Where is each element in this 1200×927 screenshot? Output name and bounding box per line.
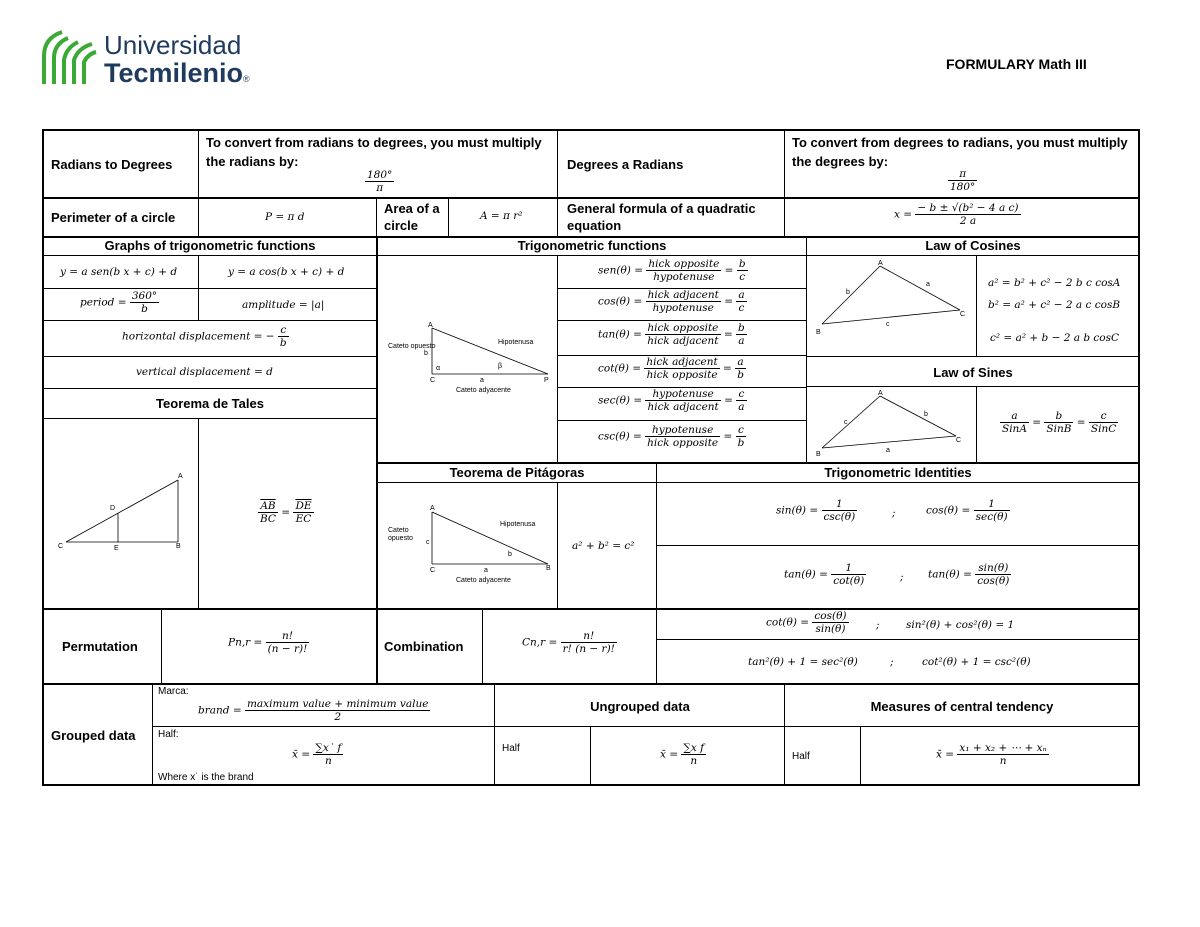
marca-label: Marca: [158, 686, 189, 697]
permutation-num: n! [266, 630, 310, 643]
sines-triangle-diagram [814, 388, 974, 458]
pitagoras-title: Teorema de Pitágoras [449, 465, 585, 480]
brand-lhs: brand = [198, 704, 242, 717]
combination-num: n! [561, 630, 617, 643]
identity-cos-num: 1 [974, 498, 1010, 511]
trig-row-lhs: tan(θ) = [598, 328, 642, 341]
deg-to-rad-text: To convert from degrees to radians, you must multiply the degrees by: [792, 135, 1128, 169]
brand-num: maximum value + minimum value [246, 698, 429, 710]
ungrouped-formula [660, 742, 706, 767]
identity-tan2-den: cos(θ) [977, 575, 1010, 587]
trig-row: cos(θ) = $\frac{\text{hick adjacent}}{\text{hypotenuse}}$ = $\frac{a}{c}$ [598, 289, 745, 314]
where-note: Where x˙ is the brand [158, 772, 254, 783]
svg-text:b: b [508, 551, 512, 558]
identity-sep-1: ; [892, 507, 896, 519]
sines-d3: SinC [1090, 423, 1117, 435]
ungrouped-num: ∑x f [683, 742, 705, 754]
quadratic-lhs: x = [894, 208, 913, 221]
identity-sin [776, 498, 857, 523]
svg-text:Cateto adyacente: Cateto adyacente [456, 577, 511, 584]
horizontal-den: b [279, 337, 287, 349]
svg-text:D: D [110, 505, 116, 512]
area-formula: A = π r² [480, 210, 523, 222]
trig-row-d2: a [738, 401, 745, 413]
half-label-2: Half [502, 743, 520, 754]
svg-text:a: a [484, 567, 488, 574]
ungrouped-label: Ungrouped data [590, 699, 690, 714]
trig-row: cot(θ) = $\frac{\text{hick adjacent}}{\text{hick opposite}}$ = $\frac{a}{b}$ [598, 356, 744, 381]
trig-row-n1: hick adjacent [646, 356, 718, 368]
trig-row-d1: hypotenuse [653, 271, 715, 283]
svg-text:A: A [878, 390, 883, 397]
trig-row-n2: c [736, 424, 747, 437]
trig-row-lhs: sen(θ) = [598, 264, 644, 277]
tales-d1: BC [260, 513, 276, 525]
svg-text:C: C [430, 567, 436, 574]
svg-text:α: α [436, 365, 441, 372]
identity-cos-den: sec(θ) [975, 511, 1008, 523]
cosines-f2: b² = a² + c² − 2 a c cosB [988, 299, 1121, 311]
identity-tan2-num: sin(θ) [975, 562, 1011, 575]
identity-pyth2: tan²(θ) + 1 = sec²(θ) [748, 656, 858, 668]
trig-title: Trigonometric functions [517, 238, 667, 253]
vertical-formula: vertical displacement = d [136, 366, 273, 378]
trig-row-n1: hick adjacent [647, 289, 719, 301]
identity-sep-4: ; [890, 656, 894, 668]
trig-row-lhs: cot(θ) = [598, 362, 642, 375]
cosines-title: Law of Cosines [925, 238, 1021, 253]
svg-text:C: C [960, 311, 966, 318]
trig-row-n1: hypotenuse [645, 424, 720, 437]
svg-text:β: β [498, 363, 503, 370]
rad-to-deg-label: Radians to Degrees [51, 157, 173, 172]
identity-cos-lhs: cos(θ) = [926, 504, 971, 517]
trig-row-n2: a [735, 356, 746, 369]
identity-tan [784, 562, 866, 587]
identity-sin-num: 1 [822, 498, 858, 511]
combination-den: r! (n − r)! [562, 643, 615, 655]
svg-text:B: B [816, 451, 821, 458]
half-label-1: Half: [158, 729, 179, 740]
identity-sep-2: ; [900, 571, 904, 583]
combination-lhs: Cn,r = [522, 636, 558, 649]
sines-title: Law of Sines [933, 365, 1013, 380]
ungrouped-lhs: x̄ = [660, 748, 679, 761]
brand-den: 2 [334, 711, 342, 723]
trig-row-n1: hick opposite [645, 322, 720, 335]
quadratic-label: General formula of a quadratic equation [567, 201, 756, 233]
identity-sin-den: csc(θ) [823, 511, 856, 523]
area-label: Area of a circle [384, 201, 440, 233]
svg-text:Cateto: Cateto [388, 527, 409, 534]
rad-to-deg-num: 180° [367, 169, 393, 181]
grouped-lhs: x̄ = [292, 748, 311, 761]
rad-to-deg-den: π [376, 182, 384, 194]
horizontal-num: c [278, 324, 289, 337]
identity-cot-den: sin(θ) [815, 623, 846, 635]
identity-sep-3: ; [876, 619, 880, 631]
quadratic-formula [894, 202, 1021, 227]
logo-trademark: ® [243, 74, 250, 84]
trig-row-d2: b [737, 369, 744, 381]
identity-tan-lhs: tan(θ) = [784, 568, 828, 581]
central-lhs: x̄ = [936, 748, 955, 761]
trig-row-n2: b [738, 322, 745, 334]
graphs-title: Graphs of trigonometric functions [104, 238, 316, 253]
sines-n1: a [1000, 410, 1029, 423]
logo-line2-text: Tecmilenio [104, 58, 244, 88]
svg-text:A: A [178, 473, 183, 480]
trig-row: tan(θ) = $\frac{\text{hick opposite}}{\text{hick adjacent}}$ = $\frac{b}{a}$ [598, 322, 745, 347]
pitagoras-formula: a² + b² = c² [572, 540, 635, 552]
period-lhs: period = [80, 296, 127, 309]
svg-text:B: B [546, 565, 551, 572]
combination-label: Combination [384, 639, 464, 654]
brand-formula [198, 698, 430, 723]
svg-text:a: a [480, 377, 484, 384]
svg-text:b: b [424, 350, 428, 357]
tales-n1: $\overline{AB}$ [258, 500, 278, 513]
svg-text:B: B [816, 329, 821, 336]
svg-text:C: C [430, 377, 436, 384]
trig-row-lhs: cos(θ) = [598, 295, 643, 308]
identity-pyth1: sin²(θ) + cos²(θ) = 1 [906, 619, 1015, 631]
horizontal-formula [122, 324, 289, 349]
svg-text:A: A [878, 260, 883, 267]
cosines-triangle-diagram [814, 258, 974, 338]
permutation-lhs: Pn,r = [228, 636, 263, 649]
identity-cot-num: cos(θ) [814, 610, 847, 622]
deg-to-rad-den: 180° [950, 181, 976, 193]
cosines-f3: c² = a² + b − 2 a b cosC [990, 332, 1119, 344]
identity-tan-den: cot(θ) [833, 575, 865, 587]
trig-row: sec(θ) = $\frac{\text{hypotenuse}}{\text{hick adjacent}}$ = $\frac{c}{a}$ [598, 388, 745, 413]
svg-text:opuesto: opuesto [388, 535, 413, 542]
central-num: x₁ + x₂ + ⋯ + xₙ [959, 742, 1047, 754]
sines-d1: SinA [1002, 423, 1027, 435]
svg-text:B: B [176, 543, 181, 550]
identity-tan2-lhs: tan(θ) = [928, 568, 972, 581]
trig-triangle-diagram [386, 320, 556, 396]
trig-row-d1: hick adjacent [647, 335, 719, 347]
period-den: b [141, 303, 148, 315]
trig-row-d2: b [737, 437, 745, 449]
svg-text:P: P [544, 377, 549, 384]
tales-formula: $\frac{\overline{AB}}{BC}$ = $\frac{\overline{DE}}{EC}$ [260, 500, 312, 525]
identities-title: Trigonometric Identities [824, 465, 972, 480]
trig-row-d1: hick opposite [647, 437, 719, 449]
identity-pyth3: cot²(θ) + 1 = csc²(θ) [922, 656, 1031, 668]
svg-text:c: c [844, 419, 848, 426]
rad-to-deg-fraction [365, 169, 394, 194]
sines-formula: $\frac{a}{\text{SinA}}$ = $\frac{b}{\text{SinB}}$ = $\frac{c}{\text{SinC}}$ [1002, 410, 1117, 435]
identity-cot [766, 610, 849, 635]
logo-line1: Universidad [104, 30, 242, 60]
central-den: n [999, 755, 1007, 767]
quadratic-den: 2 a [959, 215, 977, 227]
central-formula [936, 742, 1049, 767]
sines-n2: b [1044, 410, 1073, 423]
trig-row-n2: c [736, 388, 746, 401]
svg-text:A: A [430, 505, 435, 512]
period-num: 360° [131, 290, 158, 302]
tales-n2: $\overline{DE}$ [295, 500, 312, 512]
cosines-f1: a² = b² + c² − 2 b c cosA [988, 277, 1121, 289]
perimeter-formula: P = π d [265, 211, 305, 223]
svg-text:b: b [846, 289, 850, 296]
trig-row-d1: hick opposite [646, 369, 718, 381]
trig-row-d2: c [738, 302, 745, 314]
trig-row-d1: hick adjacent [647, 401, 719, 413]
trig-row-n2: a [738, 289, 745, 301]
trig-row-d2: c [739, 271, 746, 283]
deg-to-rad-fraction [948, 168, 977, 193]
trig-row-n1: hypotenuse [645, 388, 720, 401]
trig-row-n2: b [738, 258, 746, 270]
tales-triangle-diagram [56, 470, 190, 554]
trig-row-d2: a [738, 335, 745, 347]
svg-text:c: c [426, 539, 430, 546]
svg-text:Cateto adyacente: Cateto adyacente [456, 387, 511, 394]
sen-function: y = a sen(b x + c) + d [60, 266, 178, 278]
trig-row-n1: hick opposite [648, 258, 720, 270]
deg-to-rad-label: Degrees a Radians [567, 157, 684, 172]
period-formula [80, 290, 159, 315]
svg-text:c: c [886, 321, 890, 328]
permutation-den: (n − r)! [267, 643, 308, 655]
svg-text:Hipotenusa: Hipotenusa [498, 339, 534, 346]
grouped-formula [292, 742, 343, 767]
svg-text:E: E [114, 545, 119, 552]
svg-text:a: a [926, 281, 930, 288]
trig-row-d1: hypotenuse [652, 302, 714, 314]
amplitude-formula: amplitude = |a| [242, 299, 325, 311]
svg-text:Hipotenusa: Hipotenusa [500, 521, 536, 528]
permutation-formula [228, 630, 309, 655]
svg-text:b: b [924, 411, 928, 418]
grouped-den: n [324, 755, 332, 767]
tales-d2: EC [295, 513, 312, 525]
identity-tan-num: 1 [831, 562, 866, 575]
combination-formula [522, 630, 617, 655]
deg-to-rad-num: π [948, 168, 977, 181]
cos-function: y = a cos(b x + c) + d [228, 266, 345, 278]
half-label-3: Half [792, 751, 810, 762]
ungrouped-den: n [690, 755, 698, 767]
rad-to-deg-text: To convert from radians to degrees, you must multiply the radians by: [206, 135, 542, 169]
trig-row: csc(θ) = $\frac{\text{hypotenuse}}{\text{hick opposite}}$ = $\frac{c}{b}$ [598, 424, 745, 449]
grouped-num: ∑x˙ f [315, 742, 342, 754]
logo-line2 [104, 58, 250, 89]
permutation-label: Permutation [62, 639, 138, 654]
trig-row-lhs: csc(θ) = [598, 430, 642, 443]
central-label: Measures of central tendency [870, 699, 1054, 714]
trig-row: sen(θ) = $\frac{\text{hick opposite}}{\text{hypotenuse}}$ = $\frac{b}{c}$ [598, 258, 746, 283]
sines-n3: c [1089, 410, 1118, 423]
identity-tan2 [928, 562, 1011, 587]
svg-text:C: C [58, 543, 64, 550]
perimeter-label: Perimeter of a circle [51, 210, 176, 225]
grouped-label: Grouped data [51, 728, 136, 743]
identity-cot-lhs: cot(θ) = [766, 616, 810, 629]
identity-cos [926, 498, 1010, 523]
quadratic-num: − b ± √(b² − 4 a c) [917, 202, 1019, 214]
logo-mark-icon [38, 26, 98, 86]
svg-text:a: a [886, 447, 890, 454]
horizontal-lhs: horizontal displacement = − [122, 330, 275, 343]
tales-title: Teorema de Tales [156, 396, 264, 411]
doc-title: FORMULARY Math III [946, 56, 1087, 72]
svg-text:A: A [428, 322, 433, 329]
trig-opp-label: Cateto opuesto [388, 343, 436, 350]
trig-row-lhs: sec(θ) = [598, 394, 643, 407]
sines-d2: SinB [1046, 423, 1072, 435]
pitagoras-triangle-diagram [386, 502, 556, 586]
logo [38, 26, 268, 90]
identity-sin-lhs: sin(θ) = [776, 504, 819, 517]
svg-text:C: C [956, 437, 962, 444]
